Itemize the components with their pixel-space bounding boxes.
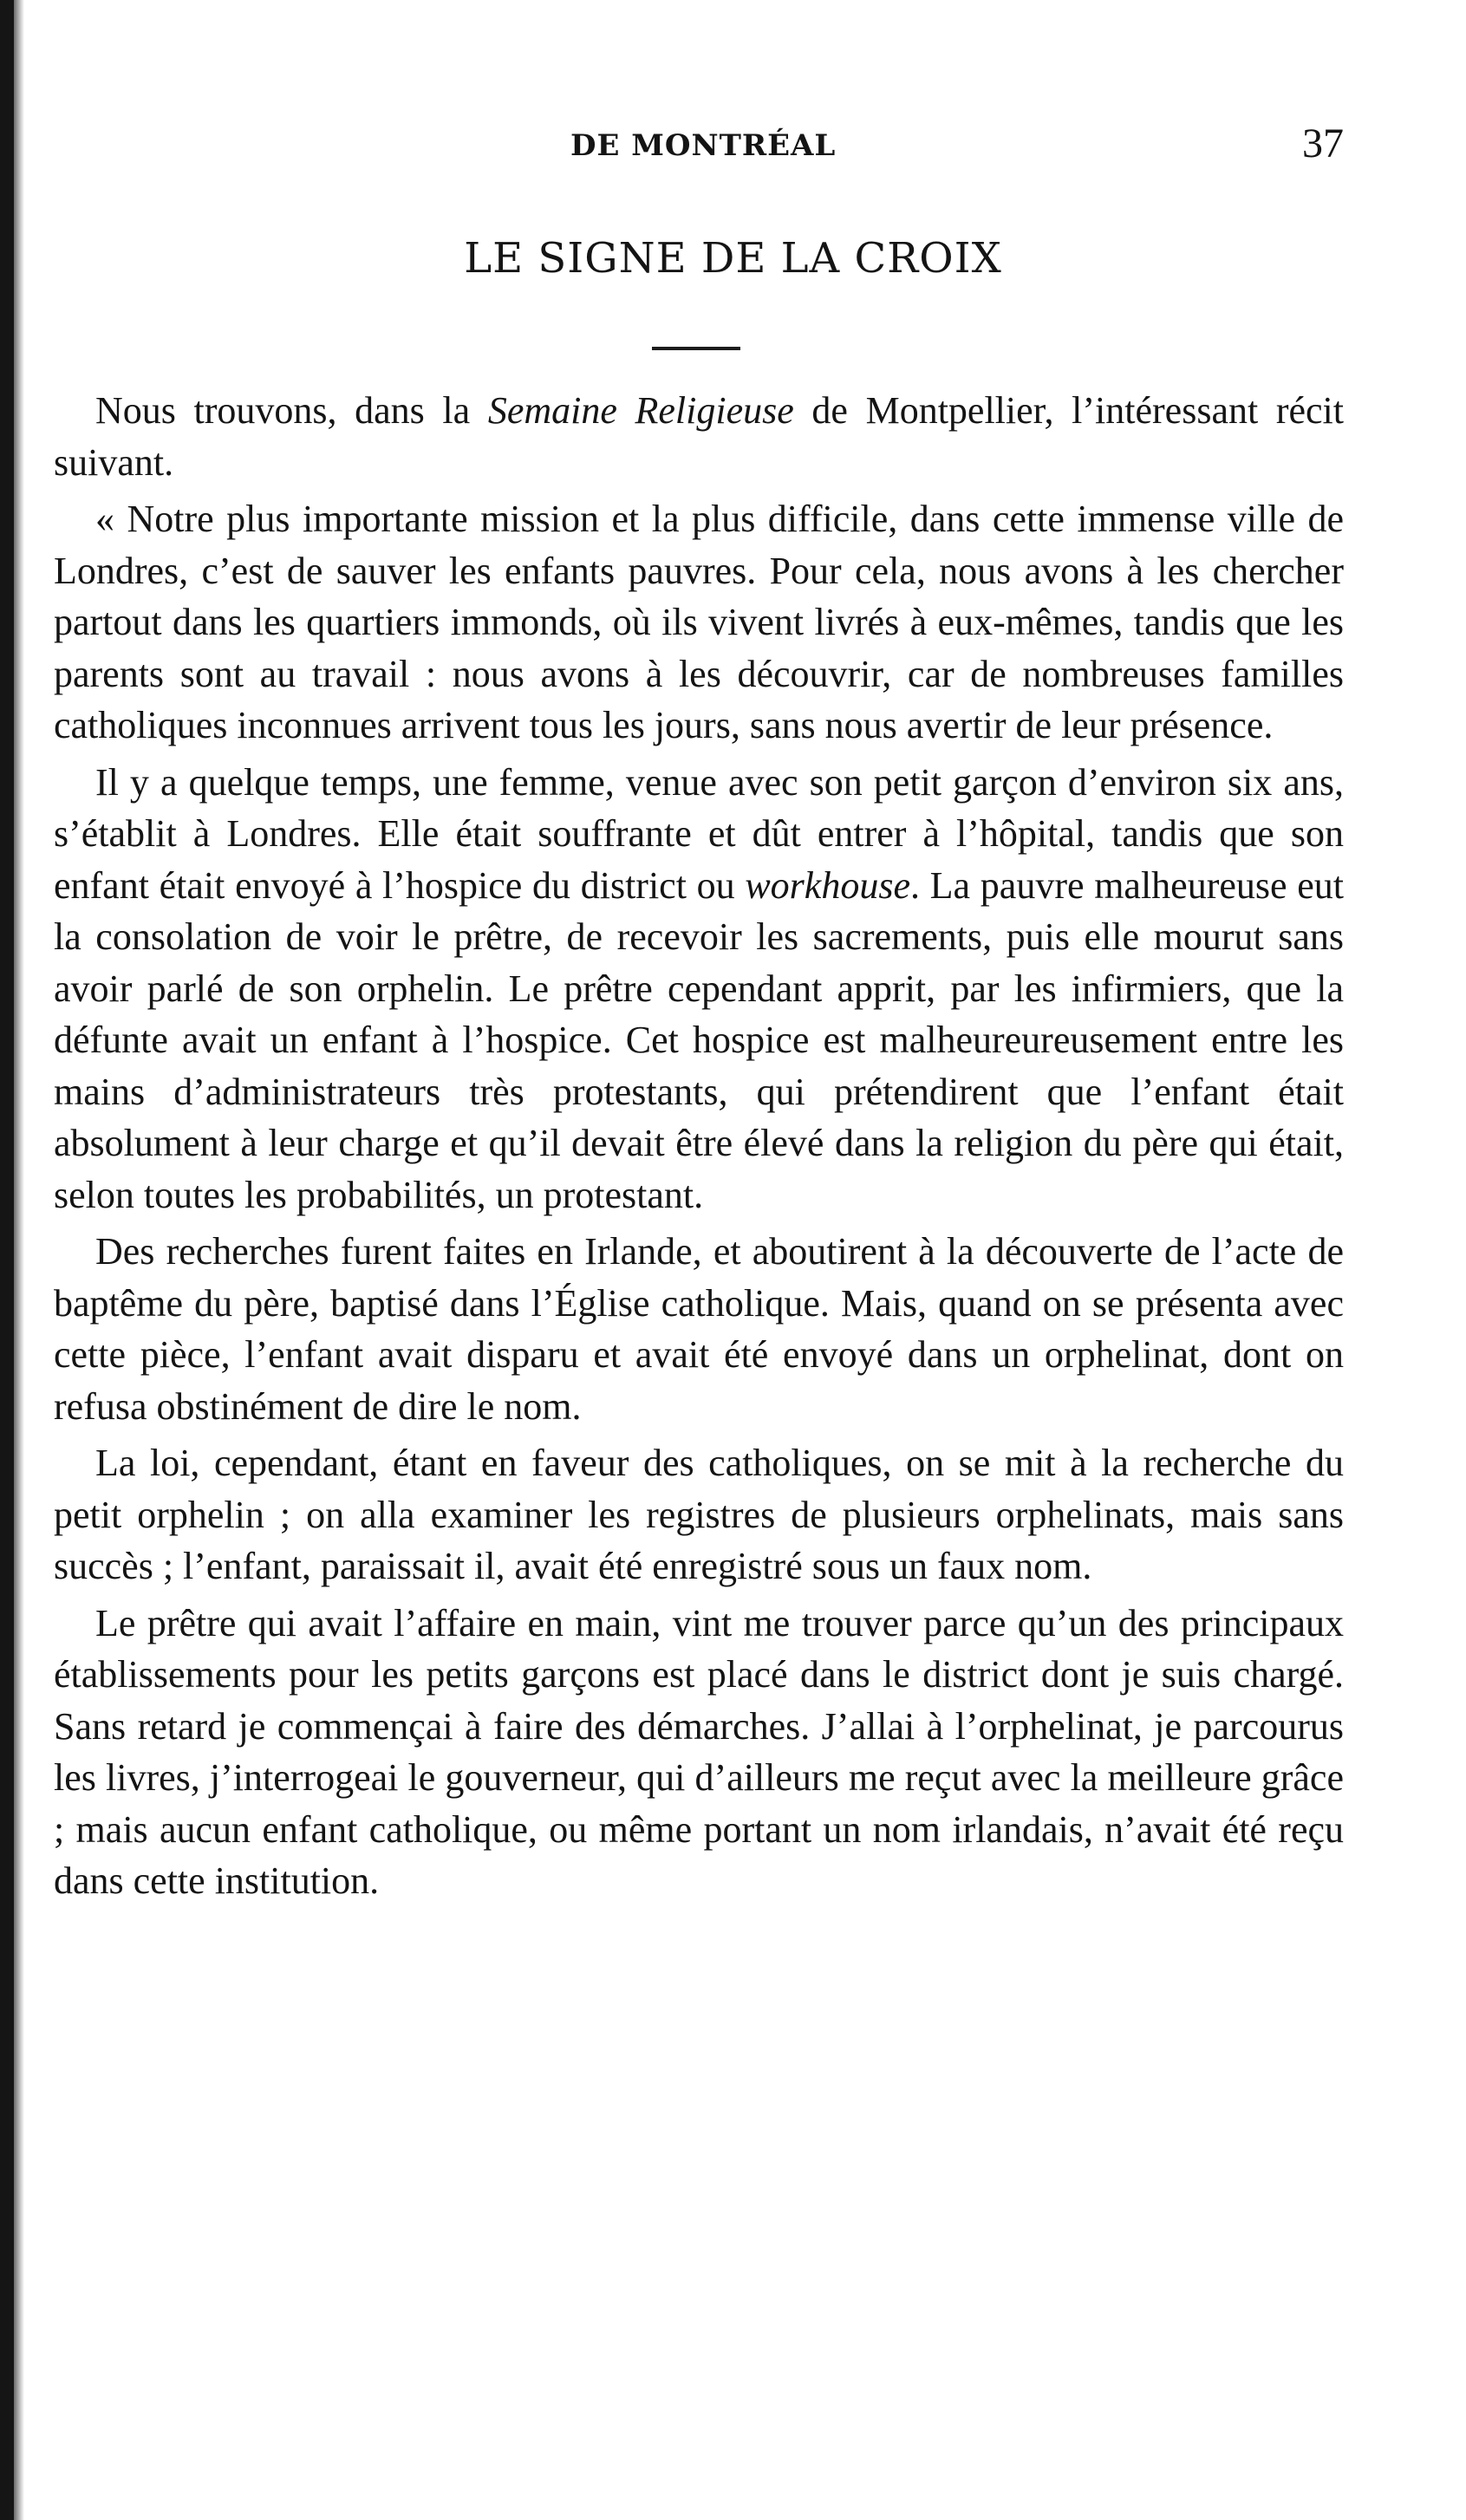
paragraph-3: Des recherches furent faites en Irlande, et aboutirent à la découverte de l’acte de baptême du père, baptisé dans l’Église catholique. Mais, quand on se présenta avec cette pièce, l’enfant avait disparu et avait été envoyé dans un orphelinat, dont on refusa obstinément de dire le nom. bbox=[54, 1230, 1344, 1428]
page-number: 37 bbox=[1302, 120, 1344, 166]
paragraph-2: Il y a quelque temps, une femme, venue avec son petit garçon d’environ six ans, s’établit à Londres. Elle était souffrante et dût entrer à l’hôpital, tandis que son enfant était envoyé à l’hospice du district ou workhouse. La pauvre malheureuse eut la consolation de voir le prêtre, de recevoir les sacrements, puis elle mourut sans avoir parlé de son orphelin. Le prêtre cependant apprit, par les infirmiers, que la défunte avait un enfant à l’hospice. Cet hospice est malheureureusement entre les mains d’administrateurs très protestants, qui prétendirent que l’enfant était absolument à leur charge et qu’il devait être élevé dans la religion du père qui était, selon toutes les probabilités, un protestant. bbox=[54, 760, 1344, 1216]
running-title: DE MONTRÉAL bbox=[570, 128, 837, 163]
scan-binding-shadow bbox=[14, 0, 24, 2520]
title-rule bbox=[652, 347, 740, 350]
scan-binding-edge bbox=[0, 0, 14, 2520]
paragraph-1: « Notre plus importante mission et la plus difficile, dans cette immense ville de Londres, c’est de sauver les enfants pauvres. Pour cela, nous avons à les chercher partout dans les quartiers immonds, où ils vivent livrés à eux-mêmes, tandis que les parents sont au travail : nous avons à les découvrir, car de nombreuses familles catholiques inconnues arrivent tous les jours, sans nous avertir de leur présence. bbox=[54, 498, 1344, 746]
workhouse-term: workhouse bbox=[745, 863, 910, 907]
publication-name: Semaine Religieuse bbox=[487, 389, 794, 432]
paragraph-4: La loi, cependant, étant en faveur des catholiques, on se mit à la recherche du petit orphelin ; on alla examiner les registres de plusieurs orphelinats, mais sans succès ; l’enfant, paraissait il, avait été enregistré sous un faux nom. bbox=[54, 1442, 1344, 1587]
paragraph-intro: Nous trouvons, dans la Semaine Religieuse de Montpellier, l’intéressant récit suivant. bbox=[54, 389, 1344, 484]
running-head bbox=[0, 120, 1466, 175]
paragraph-5: Le prêtre qui avait l’affaire en main, vint me trouver parce qu’un des principaux établissements pour les petits garçons est placé dans le district dont je suis chargé. Sans retard je commençai à faire des démarches. J’allai à l’orphelinat, je parcourus les livres, j’interrogeai le gouverneur, qui d’ailleurs me reçut avec la meilleure grâce ; mais aucun enfant catholique, ou même portant un nom irlandais, n’avait été reçu dans cette institution. bbox=[54, 1601, 1344, 1902]
chapter-title: LE SIGNE DE LA CROIX bbox=[464, 234, 1002, 283]
article-body bbox=[54, 385, 1344, 1907]
